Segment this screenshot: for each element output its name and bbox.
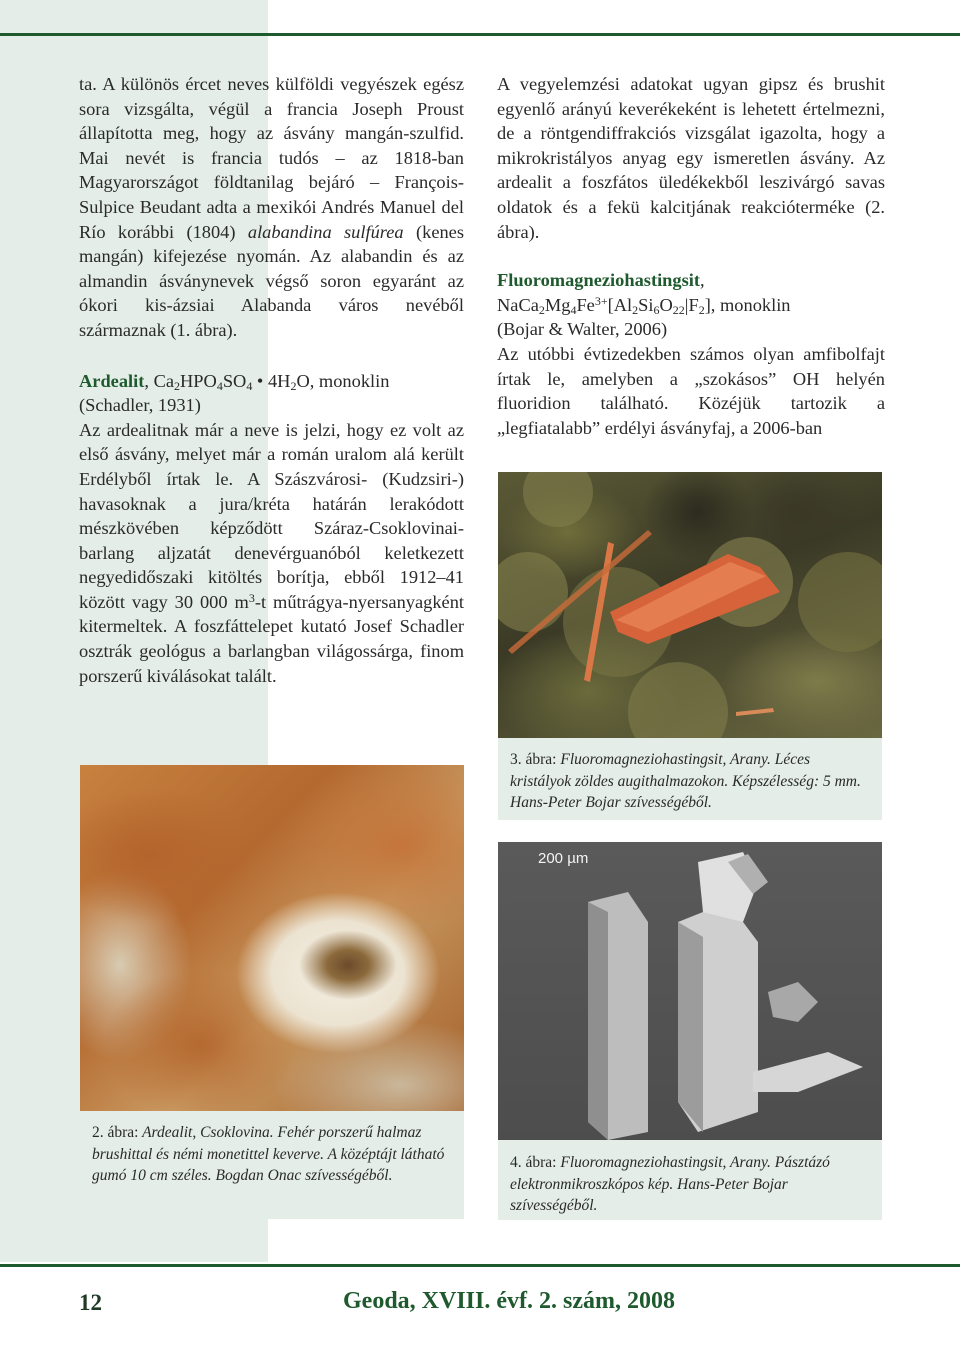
top-rule <box>0 33 960 36</box>
figure-3-caption <box>498 738 882 820</box>
fluoro-heading: Fluoromagneziohastingsit, <box>497 270 705 291</box>
italic-term: alabandina sulfúrea <box>247 221 404 242</box>
fluoro-formula: $NaCa_2Mg_4Fe^{3+}[Al_2Si_6O_{22}|F_2]$, monoklin <box>497 293 791 317</box>
page-number: 12 <box>79 1290 102 1315</box>
journal-footer: Geoda, XVIII. évf. 2. szám, 2008 <box>343 1288 675 1314</box>
figure-3-photo <box>498 472 882 738</box>
bottom-rule <box>0 1264 960 1267</box>
mineral-name: Ardealit <box>79 370 145 391</box>
fluoro-reference: (Bojar & Walter, 2006) <box>497 319 668 340</box>
intro-paragraph <box>79 72 464 343</box>
figure-4-sem-image <box>498 842 882 1140</box>
intro-text: ta. A különös ércet neves külföldi vegyészek egész sora vizsgálta, végül a francia Joseph Proust állapította meg, hogy az ásvány mangán-szulfid. Mai nevét is francia tudós – az 1818-ban Magyarországot földtanilag bejáró – François-Sulpice Beudant adta a mexikói Andrés Manuel del Río korábbi (1804) <box>79 74 464 242</box>
figure-2-photo <box>80 765 464 1111</box>
figure-4-caption <box>498 1140 882 1220</box>
ardealit-reference: (Schadler, 1931) <box>79 395 201 416</box>
continuation-paragraph: A vegyelemzési adatokat ugyan gipsz és brushit egyenlő arányú keverékeként is lehetett értelmezni, de a röntgendiffrakciós vizsgálat igazolta, hogy a mikrokristályos anyag egy ismeretlen ásvány. Az ardealit a foszfátos üledékekből leszivárgó savas oldatok és a fekü kalcitjának reakcióterméke (2. ábra). <box>497 74 885 242</box>
ardealit-heading: Ardealit, $Ca_2HPO_4SO_4$ • $4H_2O$, monoklin <box>79 370 390 393</box>
caption-text: Fluoromagneziohastingsit, Arany. Léces kristályok zöldes augithalmazokon. Képszélesség: 5 mm. Hans-Peter Bojar szívességéből. <box>510 751 861 811</box>
figure-2-caption <box>80 1111 464 1219</box>
crystal-system: , monoklin <box>309 370 390 391</box>
right-text-column <box>497 72 885 440</box>
ardealit-text: Az ardealitnak már a neve is jelzi, hogy ez volt az első ásvány, melyet már a román uralom alá került Erdélyből írtak le. A Szászvárosi- (Kudzsiri-) havasoknak a jura/kréta határán lerakódott mészkövében képződött Száraz-Csoklovinai-barlang aljzatát denevérguanóból keletkezett negyedidőszaki kitöltés borítja, ebből 1912–41 között vagy 30 000 $m^3-t$ műtrágya-nyersanyagként kitermeltek. A foszfáttelepet kutató Josef Schadler osztrák geológus a barlangban világossárga, finom porszerű kiválásokat talált. <box>79 419 464 686</box>
figure-number: 4. ábra: <box>510 1154 557 1171</box>
mineral-name: Fluoromagneziohastingsit <box>497 270 700 291</box>
figure-number: 3. ábra: <box>510 751 557 768</box>
caption-text: Ardealit, Csoklovina. Fehér porszerű halmaz brushittal és némi monetittel keverve. A középtájt látható gumó 10 cm széles. Bogdan Onac szívességéből. <box>92 1124 445 1184</box>
scale-bar-label: 200 µm <box>538 850 589 867</box>
figure-number: 2. ábra: <box>92 1124 139 1141</box>
left-text-column <box>79 72 464 688</box>
caption-text: Fluoromagneziohastingsit, Arany. Pásztázó elektronmikroszkópos kép. Hans-Peter Bojar szívességéből. <box>510 1154 830 1214</box>
fluoro-text: Az utóbbi évtizedekben számos olyan amfibolfajt írtak le, amelyben a „szokásos” OH helyén fluoridion található. Közéjük tartozik a „legfiatalabb” erdélyi ásványfaj, a 2006-ban <box>497 343 885 438</box>
intro-text-rest: (kenes mangán) kifejezése nyomán. Az alabandin és az almandin ásványnevek végső soron egyaránt az ókori kis-ázsiai Alabanda város nevéből származnak (1. ábra). <box>79 221 464 340</box>
